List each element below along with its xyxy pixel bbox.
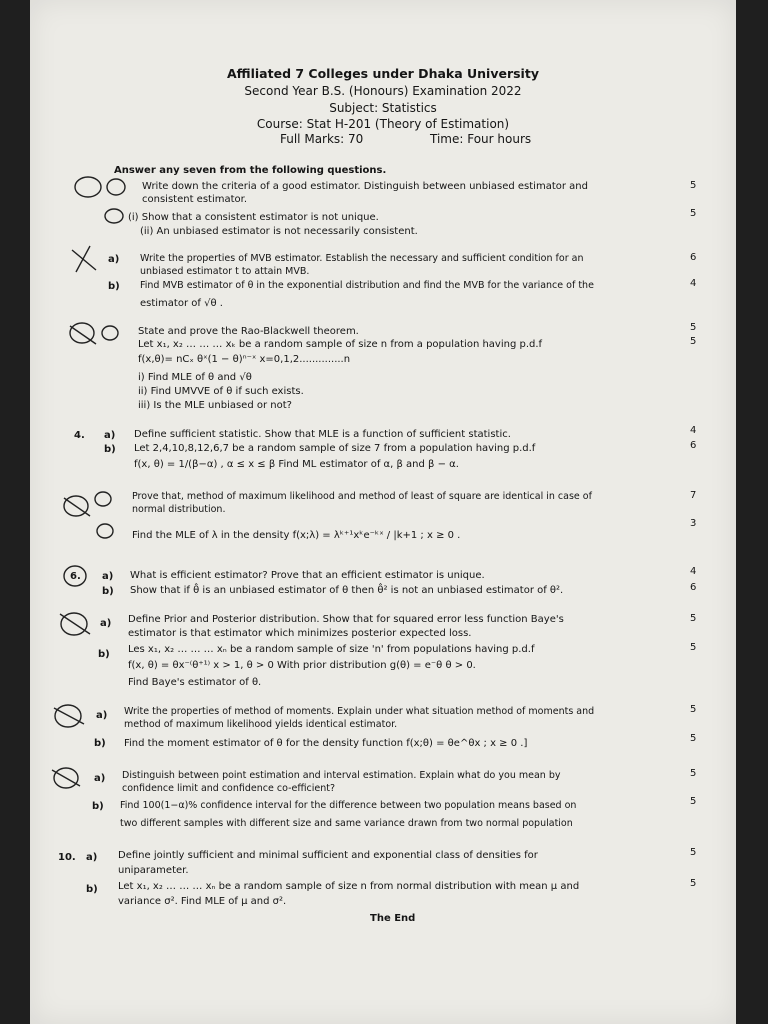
q6-b-text: Show that if θ̂ is an unbiased estimator of θ then θ̂² is not an unbiased estimator of θ². [130, 585, 564, 596]
q7-a-marks: 5 [690, 613, 697, 624]
q5-a-text: Prove that, method of maximum likelihood and method of least of square are identical in case of [132, 491, 592, 502]
full-marks: Full Marks: 70 [280, 132, 364, 146]
q7-a-text: Define Prior and Posterior distribution. Show that for squared error less function Baye's [128, 614, 564, 625]
q1-a-circle-mark [107, 179, 125, 195]
q6-a-marks: 4 [690, 566, 697, 577]
q9-b-text-cont: two different samples with different size and same variance drawn from two normal population [120, 818, 573, 829]
q8-a-label: a) [96, 710, 108, 721]
exam-time: Time: Four hours [430, 132, 532, 146]
q9-b-label: b) [92, 801, 104, 812]
q2-b-label: b) [108, 281, 120, 292]
q2-a-label: a) [108, 254, 120, 265]
q1-a-text: Write down the criteria of a good estimator. Distinguish between unbiased estimator and [142, 181, 588, 192]
q10-a-text-cont: uniparameter. [118, 865, 189, 876]
q10-b-label: b) [86, 884, 98, 895]
q7-b-text-end: Find Baye's estimator of θ. [128, 677, 262, 688]
q10-a-text: Define jointly sufficient and minimal sufficient and exponential class of densities for [118, 850, 538, 861]
q10-a-label: a) [86, 852, 98, 863]
q9-a-text-cont: confidence limit and confidence co-efficient? [122, 783, 336, 794]
course: Course: Stat H-201 (Theory of Estimation) [256, 117, 510, 131]
q3-b-marks: 5 [690, 336, 697, 347]
q10-b-text: Let x₁, x₂ … … … xₙ be a random sample of size n from normal distribution with mean μ and [118, 881, 580, 892]
q8-a-text-cont: method of maximum likelihood yields identical estimator. [124, 719, 398, 730]
q9-b-text: Find 100(1−α)% confidence interval for the difference between two population means based on [120, 800, 577, 811]
q8-a-text: Write the properties of method of moments. Explain under what situation method of moments and [124, 706, 595, 717]
q10-b-text-cont: variance σ². Find MLE of μ and σ². [118, 896, 287, 907]
q6-b-label: b) [102, 586, 114, 597]
q6-a-text: What is efficient estimator? Prove that an efficient estimator is unique. [130, 570, 485, 581]
q4-b-pdf: f(x, θ) = 1/(β−α) , α ≤ x ≤ β Find ML estimator of α, β and β − α. [134, 459, 459, 470]
q9-a-text: Distinguish between point estimation and interval estimation. Explain what do you mean by [122, 770, 561, 781]
subject: Subject: Statistics [329, 101, 437, 115]
q5-a-text-cont: normal distribution. [132, 504, 226, 515]
q3-a-marks: 5 [690, 322, 697, 333]
q5-a-marks: 7 [690, 490, 697, 501]
q5-b-marks: 3 [690, 518, 697, 529]
q2-a-text: Write the properties of MVB estimator. Establish the necessary and sufficient condition for an [140, 253, 584, 264]
q1-a-text-cont: consistent estimator. [142, 194, 248, 205]
q1-circle-mark [75, 177, 101, 197]
q7-a-text-cont: estimator is that estimator which minimizes posterior expected loss. [128, 628, 472, 639]
q2-b-marks: 4 [690, 278, 697, 289]
q4-a-text: Define sufficient statistic. Show that MLE is a function of sufficient statistic. [134, 429, 511, 440]
q1-b-circle-mark [105, 209, 123, 223]
q2-b-text: Find MVB estimator of θ in the exponential distribution and find the MVB for the variance of the [140, 280, 594, 291]
q6-circle-mark [64, 566, 86, 586]
q3-b-text: Let x₁, x₂ … … … xₖ be a random sample of size n from a population having p.d.f [138, 339, 543, 350]
instructions: Answer any seven from the following questions. [114, 165, 387, 176]
college-title: Affiliated 7 Colleges under Dhaka University [227, 66, 539, 81]
q1-b-marks: 5 [690, 208, 697, 219]
q3-b-part-i: i) Find MLE of θ and √θ [138, 372, 252, 383]
q3-b-part-iii: iii) Is the MLE unbiased or not? [138, 400, 292, 411]
q2-a-text-cont: unbiased estimator t to attain MVB. [140, 266, 310, 277]
q6-b-marks: 6 [690, 582, 697, 593]
q7-b-label: b) [98, 649, 110, 660]
q3-a-circle-mark [102, 326, 118, 340]
q9-a-label: a) [94, 773, 106, 784]
q5-b-circle-mark [97, 524, 113, 538]
q5-b-text: Find the MLE of λ in the density f(x;λ) = λᵏ⁺¹xᵏe⁻ᵏˣ / |k+1 ; x ≥ 0 . [132, 530, 461, 541]
q4-b-marks: 6 [690, 440, 697, 451]
q9-b-marks: 5 [690, 796, 697, 807]
q3-a-text: State and prove the Rao-Blackwell theorem. [138, 326, 359, 337]
q10-b-marks: 5 [690, 878, 697, 889]
q8-b-label: b) [94, 738, 106, 749]
q4-a-label: a) [104, 430, 116, 441]
q8-a-marks: 5 [690, 704, 697, 715]
q2-cross-mark [72, 246, 96, 272]
exam-paper [30, 0, 736, 1024]
q9-a-marks: 5 [690, 768, 697, 779]
q1-b-text-cont: (ii) An unbiased estimator is not necessarily consistent. [140, 226, 418, 237]
q7-b-text: Les x₁, x₂ … … … xₙ be a random sample of size 'n' from populations having p.d.f [128, 644, 535, 655]
q10-a-marks: 5 [690, 847, 697, 858]
q6-a-label: a) [102, 571, 114, 582]
q4-b-text: Let 2,4,10,8,12,6,7 be a random sample of size 7 from a population having p.d.f [134, 443, 536, 454]
q3-b-pdf: f(x,θ)= nCₓ θˣ(1 − θ)ⁿ⁻ˣ x=0,1,2..............n [138, 354, 351, 365]
q5-a-circle-mark [95, 492, 111, 506]
q10-number: 10. [58, 852, 76, 863]
q1-a-marks: 5 [690, 180, 697, 191]
q7-a-label: a) [100, 618, 112, 629]
q3-b-part-ii: ii) Find UMVVE of θ if such exists. [138, 386, 304, 397]
q4-b-label: b) [104, 444, 116, 455]
q7-b-pdf: f(x, θ) = θx⁻⁽θ⁺¹⁾ x > 1, θ > 0 With prior distribution g(θ) = e⁻θ θ > 0. [128, 660, 476, 671]
q4-number: 4. [74, 430, 85, 441]
q1-b-text: (i) Show that a consistent estimator is not unique. [128, 212, 379, 223]
q8-b-text: Find the moment estimator of θ for the density function f(x;θ) = θe^θx ; x ≥ 0 .] [124, 738, 528, 749]
exam-title: Second Year B.S. (Honours) Examination 2022 [244, 84, 522, 98]
q2-a-marks: 6 [690, 252, 697, 263]
q8-b-marks: 5 [690, 733, 697, 744]
q2-b-text-cont: estimator of √θ . [140, 298, 223, 309]
q7-b-marks: 5 [690, 642, 697, 653]
handwritten-marks [30, 0, 736, 1024]
q4-a-marks: 4 [690, 425, 697, 436]
end-note: The End [370, 913, 416, 924]
q6-number: 6. [70, 571, 81, 582]
